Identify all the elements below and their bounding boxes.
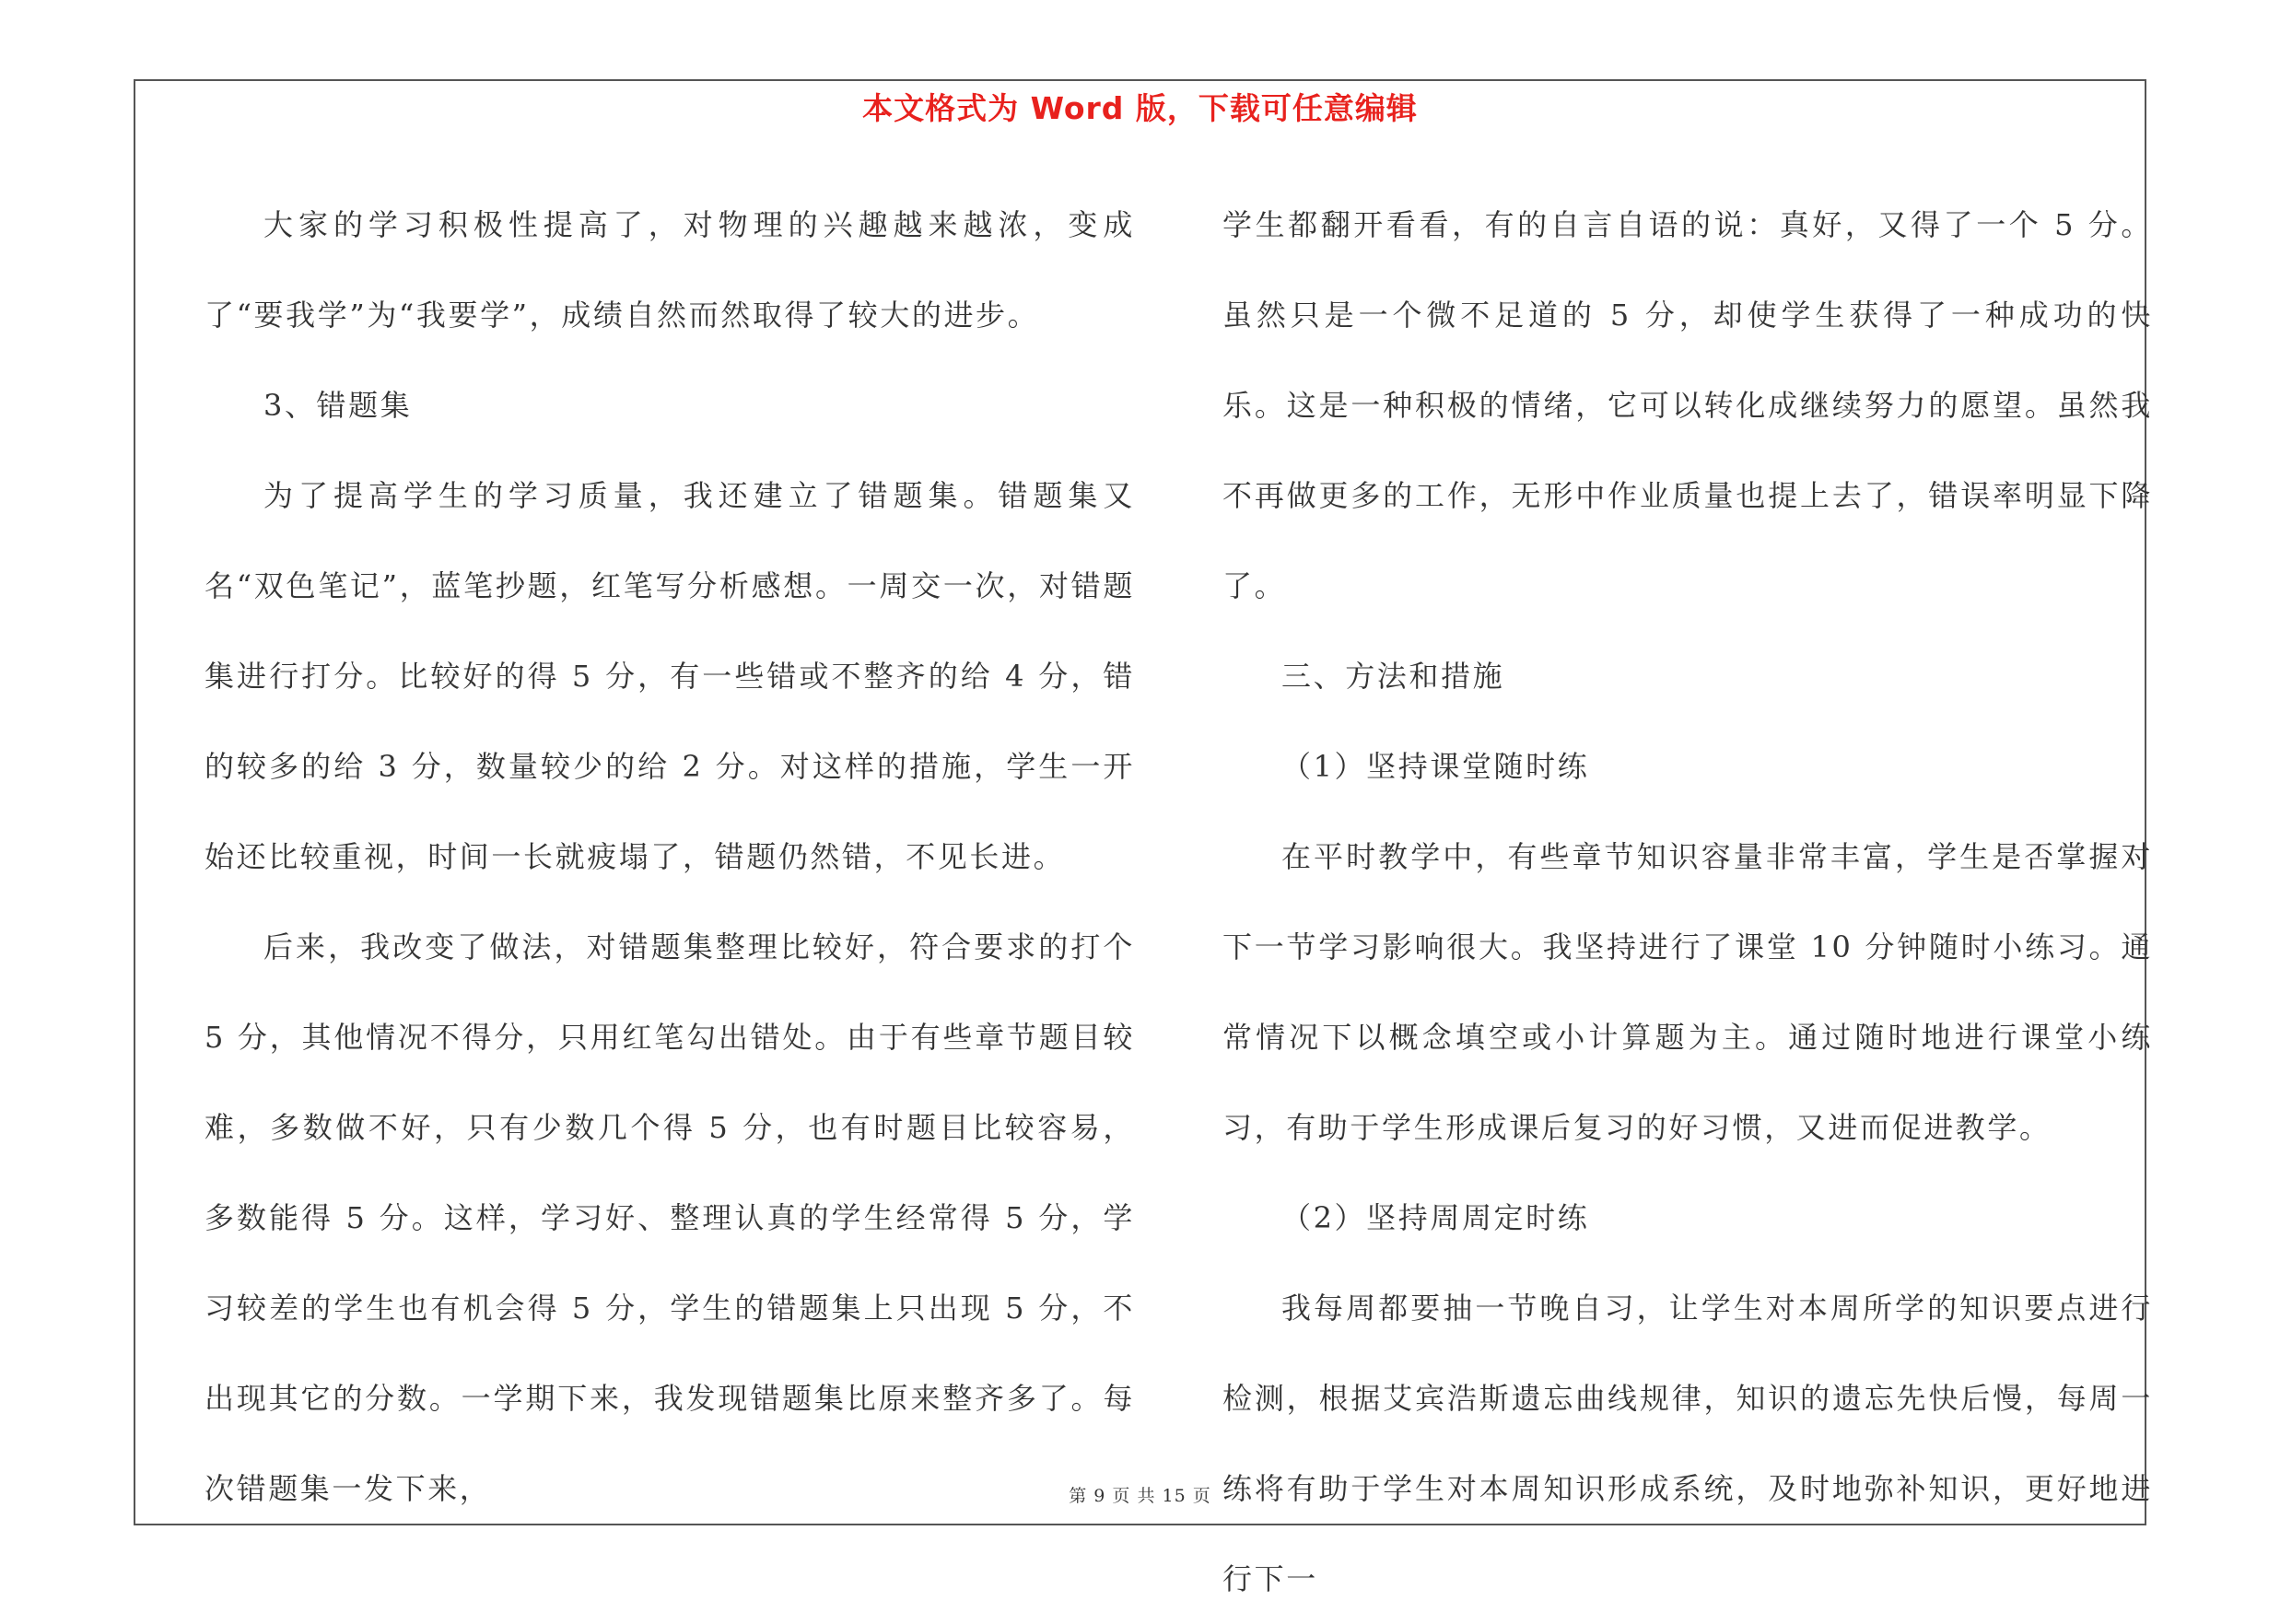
- section-heading: 3、错题集: [263, 388, 413, 423]
- subsection-heading: （2）坚持周周定时练: [1281, 1200, 1590, 1235]
- word-format-banner: 本文格式为 Word 版，下载可任意编辑: [862, 90, 1418, 126]
- paragraph: 后来，我改变了做法，对错题集整理比较好，符合要求的打个 5 分，其他情况不得分，只用红笔勾出错处。由于有些章节题目较难，多数做不好，只有少数几个得 5 分，也有时题目比较容易，多数能得 5 分。这样，学习好、整理认真的学生经常得 5 分，学习较差的学生也有机会得 5 分，学生的错题集上只出现 5 分，不出现其它的分数。一学期下来，我发现错题集比原来整齐多了。每次错题集一发下来，: [205, 929, 1135, 1506]
- section-heading: 三、方法和措施: [1281, 659, 1505, 694]
- right-text-column: [1222, 180, 2153, 1624]
- paragraph: 为了提高学生的学习质量，我还建立了错题集。错题集又名“双色笔记”，蓝笔抄题，红笔写分析感想。一周交一次，对错题集进行打分。比较好的得 5 分，有一些错或不整齐的给 4 分，错的较多的给 3 分，数量较少的给 2 分。对这样的措施，学生一开始还比较重视，时间一长就疲塌了，错题仍然错，不见长进。: [205, 478, 1135, 874]
- paragraph-continuation: 学生都翻开看看，有的自言自语的说：真好，又得了一个 5 分。虽然只是一个微不足道的 5 分，却使学生获得了一种成功的快乐。这是一种积极的情绪，它可以转化成继续努力的愿望。虽然我不再做更多的工作，无形中作业质量也提上去了，错误率明显下降了。: [1222, 207, 2153, 603]
- subsection-heading: （1）坚持课堂随时练: [1281, 749, 1590, 784]
- left-text-column: [205, 180, 1135, 1534]
- paragraph: 在平时教学中，有些章节知识容量非常丰富，学生是否掌握对下一节学习影响很大。我坚持进行了课堂 10 分钟随时小练习。通常情况下以概念填空或小计算题为主。通过随时地进行课堂小练习，有助于学生形成课后复习的好习惯，又进而促进教学。: [1222, 839, 2153, 1145]
- paragraph: 大家的学习积极性提高了，对物理的兴趣越来越浓，变成了“要我学”为“我要学”，成绩自然而然取得了较大的进步。: [205, 207, 1135, 333]
- page-number-footer: 第 9 页 共 15 页: [1069, 1486, 1211, 1506]
- paragraph: 我每周都要抽一节晚自习，让学生对本周所学的知识要点进行检测，根据艾宾浩斯遗忘曲线规律，知识的遗忘先快后慢，每周一练将有助于学生对本周知识形成系统，及时地弥补知识，更好地进行下一: [1222, 1291, 2153, 1596]
